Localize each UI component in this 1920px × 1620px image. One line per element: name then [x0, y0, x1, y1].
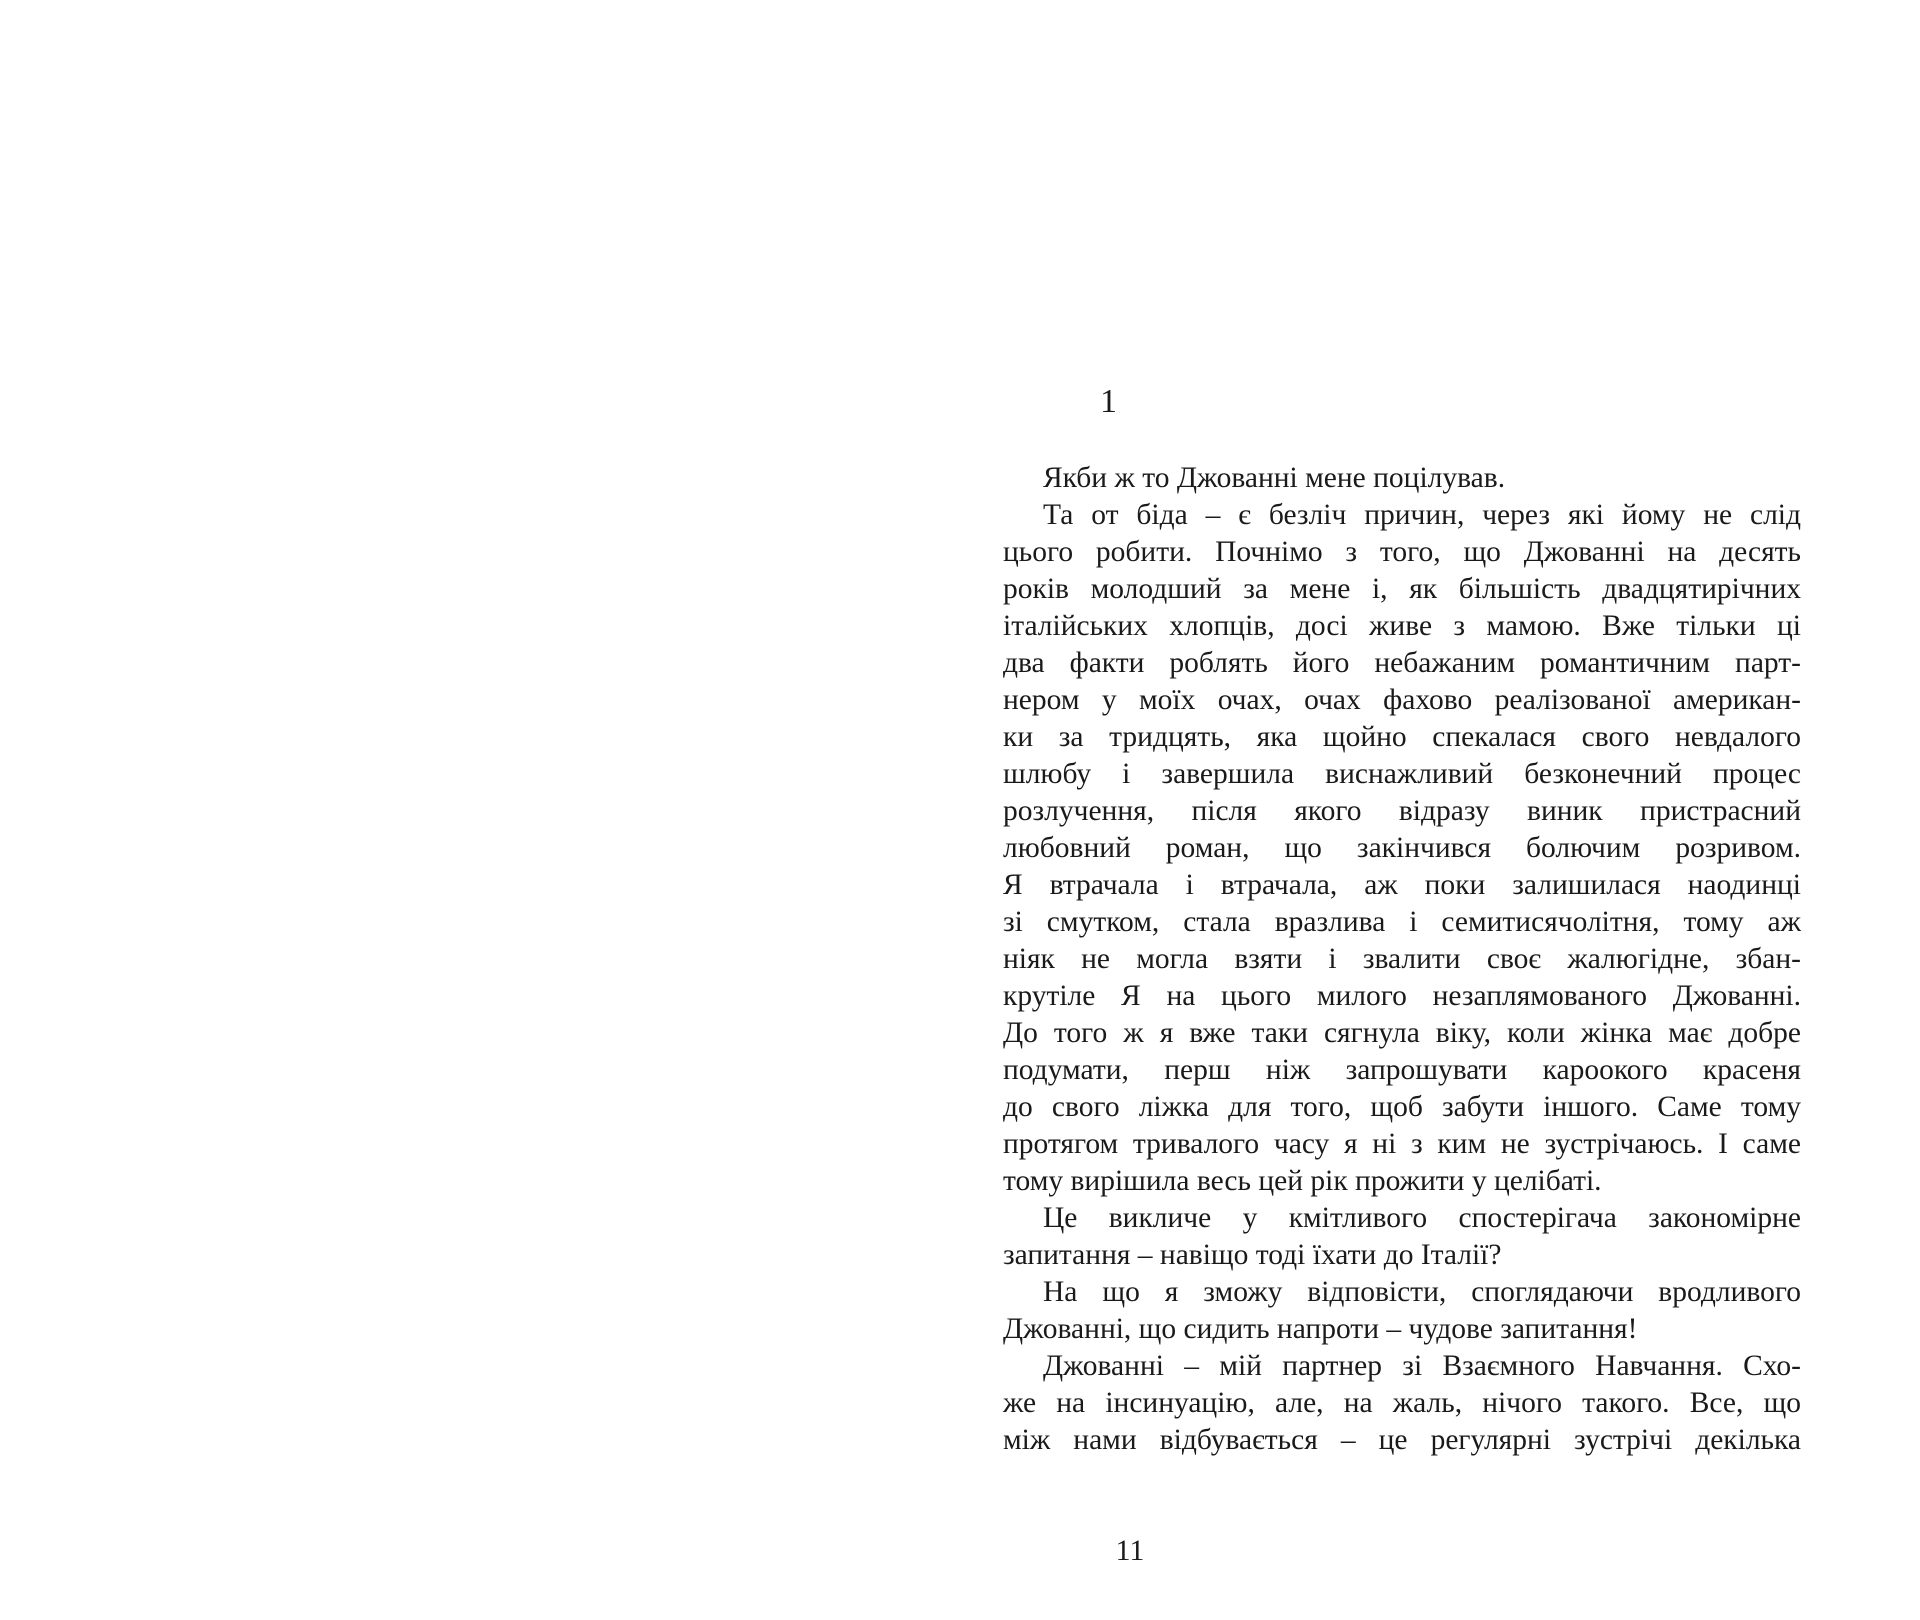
text-line: крутіле Я на цього милого незаплямованого Джованні. — [1003, 980, 1801, 1012]
text-line: На що я зможу відповісти, споглядаючи вродливого — [1043, 1276, 1801, 1308]
text-line: нером у моїх очах, очах фахово реалізованої американ- — [1003, 684, 1801, 716]
chapter-number: 1 — [1100, 383, 1117, 420]
text-line: років молодший за мене і, як більшість двадцятирічних — [1003, 573, 1801, 605]
text-line: шлюбу і завершила виснажливий безконечний процес — [1003, 758, 1801, 790]
text-line: Якби ж то Джованні мене поцілував. — [1043, 462, 1506, 494]
text-line: між нами відбувається – це регулярні зустрічі декілька — [1003, 1424, 1801, 1456]
text-line: два факти роблять його небажаним романтичним парт- — [1003, 647, 1801, 679]
text-line: Та от біда – є безліч причин, через які йому не слід — [1043, 499, 1801, 531]
page-number: 11 — [1115, 1534, 1145, 1567]
text-line: запитання – навіщо тоді їхати до Італії? — [1003, 1239, 1502, 1271]
text-line: тому вирішила весь цей рік прожити у целібаті. — [1003, 1165, 1602, 1197]
text-line: протягом тривалого часу я ні з ким не зустрічаюсь. І саме — [1003, 1128, 1801, 1160]
text-line: любовний роман, що закінчився болючим розривом. — [1003, 832, 1801, 864]
text-line: зі смутком, стала вразлива і семитисячолітня, тому аж — [1003, 906, 1801, 938]
text-line: же на інсинуацію, але, на жаль, нічого такого. Все, що — [1003, 1387, 1801, 1419]
text-line: Я втрачала і втрачала, аж поки залишилася наодинці — [1003, 869, 1801, 901]
text-line: До того ж я вже таки сягнула віку, коли жінка має добре — [1003, 1017, 1801, 1049]
text-line: ніяк не могла взяти і звалити своє жалюгідне, збан- — [1003, 943, 1801, 975]
text-line: цього робити. Почнімо з того, що Джованні на десять — [1003, 536, 1801, 568]
text-line: ки за тридцять, яка щойно спекалася свого невдалого — [1003, 721, 1801, 753]
text-line: розлучення, після якого відразу виник пристрасний — [1003, 795, 1801, 827]
text-line: подумати, перш ніж запрошувати кароокого красеня — [1003, 1054, 1801, 1086]
body-text — [1003, 460, 1801, 1459]
text-line: Джованні – мій партнер зі Взаємного Навчання. Схо- — [1043, 1350, 1801, 1382]
text-line: Це викличе у кмітливого спостерігача закономірне — [1043, 1202, 1801, 1234]
text-line: Джованні, що сидить напроти – чудове запитання! — [1003, 1313, 1638, 1345]
text-line: до свого ліжка для того, щоб забути іншого. Саме тому — [1003, 1091, 1801, 1123]
text-line: італійських хлопців, досі живе з мамою. Вже тільки ці — [1003, 610, 1801, 642]
